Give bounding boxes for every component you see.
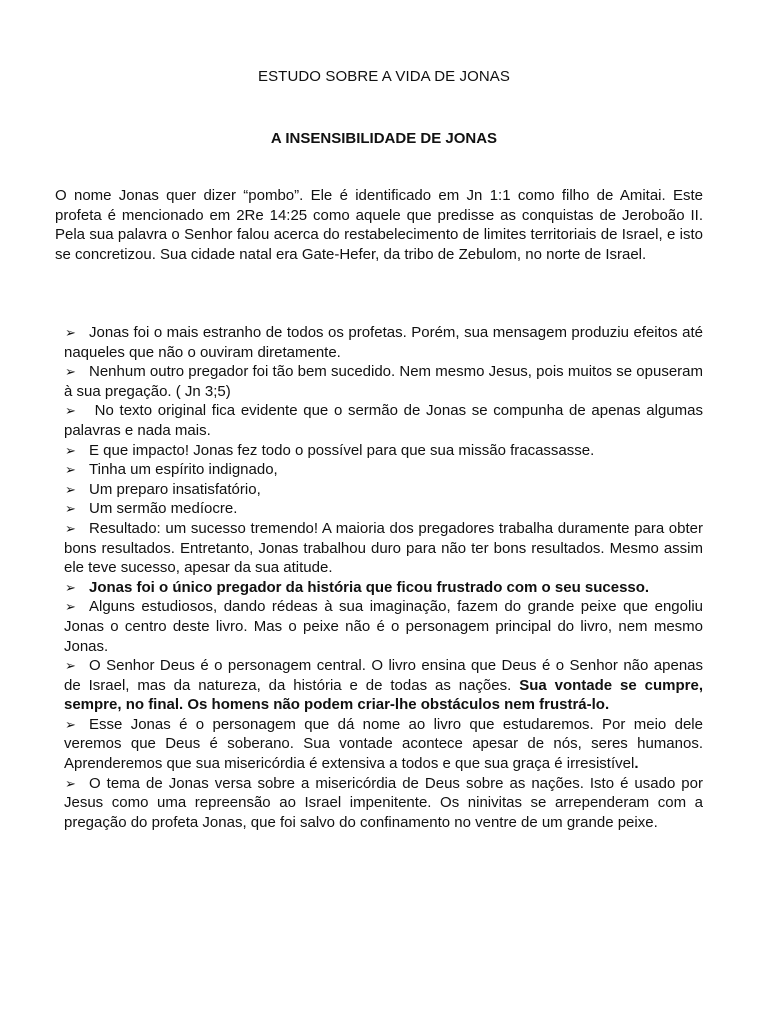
arrow-bullet-icon: ➢ [65, 442, 76, 458]
bullet-item [64, 480, 703, 500]
bullet-text: Alguns estudiosos, dando rédeas à sua imaginação, fazem do grande peixe que engoliu Jonas o centro deste livro. Mas o peixe não é o personagem principal do livro, nem mesmo Jonas. [64, 598, 703, 655]
bullet-text: No texto original fica evidente que o sermão de Jonas se compunha de apenas algumas palavras e nada mais. [64, 402, 703, 439]
arrow-bullet-icon: ➢ [65, 775, 76, 791]
bullet-item [64, 656, 703, 715]
bullet-text: Resultado: um sucesso tremendo! A maioria dos pregadores trabalha duramente para obter bons resultados. Entretanto, Jonas trabalhou duro para não ter bons resultados. Mesmo assim ele teve sucesso, apesar da sua atitude. [64, 519, 703, 577]
arrow-bullet-icon: ➢ [65, 325, 76, 340]
bullet-text: Jonas foi o mais estranho de todos os profetas. Porém, sua mensagem produziu efeitos até naqueles que não o ouviram diretamente. [64, 324, 703, 361]
bullet-bold-text: Jonas foi o único pregador da história que ficou frustrado com o seu sucesso. [89, 578, 650, 596]
arrow-bullet-icon: ➢ [65, 364, 76, 380]
document-subtitle: A INSENSIBILIDADE DE JONAS [270, 130, 498, 147]
bullet-bold-text: . [634, 755, 639, 773]
arrow-bullet-icon: ➢ [65, 462, 76, 478]
bullet-text: Esse Jonas é o personagem que dá nome ao livro que estudaremos. Por meio dele veremos que Deus é soberano. Sua vontade acontece apesar de nós, seres humanos. Aprenderemos que sua misericórdia é extensiva a todos e que sua graça é irresistível [64, 715, 703, 773]
arrow-bullet-icon: ➢ [65, 716, 76, 732]
bullet-item [64, 441, 703, 461]
bullet-item [64, 460, 703, 480]
arrow-bullet-icon: ➢ [65, 481, 76, 497]
bullet-item [64, 715, 703, 774]
document-title: ESTUDO SOBRE A VIDA DE JONAS [257, 68, 511, 85]
bullet-item [64, 362, 703, 401]
bullet-text: Um sermão medíocre. [89, 500, 238, 518]
bullet-item [64, 578, 703, 598]
bullet-item [64, 323, 703, 362]
bullet-item [64, 597, 703, 656]
bullet-text: Nenhum outro pregador foi tão bem sucedido. Nem mesmo Jesus, pois muitos se opuseram à sua pregação. ( Jn 3;5) [64, 363, 703, 400]
arrow-bullet-icon: ➢ [65, 403, 76, 419]
intro-paragraph: O nome Jonas quer dizer “pombo”. Ele é identificado em Jn 1:1 como filho de Amitai. Este profeta é mencionado em 2Re 14:25 como aquele que predisse as conquistas de Jeroboão II. Pela sua palavra o Senhor falou acerca do restabelecimento de limites territoriais de Israel, e isto se concretizou. Sua cidade natal era Gate-Hefer, da tribo de Zebulom, no norte de Israel. [55, 187, 703, 263]
bullet-text: O tema de Jonas versa sobre a misericórdia de Deus sobre as nações. Isto é usado por Jesus como uma repreensão ao Israel impenitente. Os ninivitas se arrependeram com a pregação do profeta Jonas, que foi salvo do confinamento no ventre de um grande peixe. [64, 774, 703, 831]
bullet-item [64, 499, 703, 519]
bullet-item [64, 774, 703, 833]
bullet-text: Tinha um espírito indignado, [89, 461, 278, 479]
bullet-bold-text: Sua vontade se cumpre, sempre, no final. Os homens não podem criar-lhe obstáculos nem frustrá-lo. [64, 676, 703, 714]
bullet-item [64, 401, 703, 440]
arrow-bullet-icon: ➢ [65, 520, 76, 536]
arrow-bullet-icon: ➢ [65, 501, 76, 517]
arrow-bullet-icon: ➢ [65, 658, 76, 674]
bullet-text: O Senhor Deus é o personagem central. O livro ensina que Deus é o Senhor não apenas de Israel, mas da natureza, da história e de todas as nações. [64, 657, 703, 694]
arrow-bullet-icon: ➢ [65, 579, 76, 595]
bullet-text: E que impacto! Jonas fez todo o possível para que sua missão fracassasse. [89, 441, 595, 459]
bullet-list [64, 323, 703, 832]
bullet-text: Um preparo insatisfatório, [89, 480, 261, 498]
arrow-bullet-icon: ➢ [65, 599, 76, 615]
bullet-item [64, 519, 703, 578]
